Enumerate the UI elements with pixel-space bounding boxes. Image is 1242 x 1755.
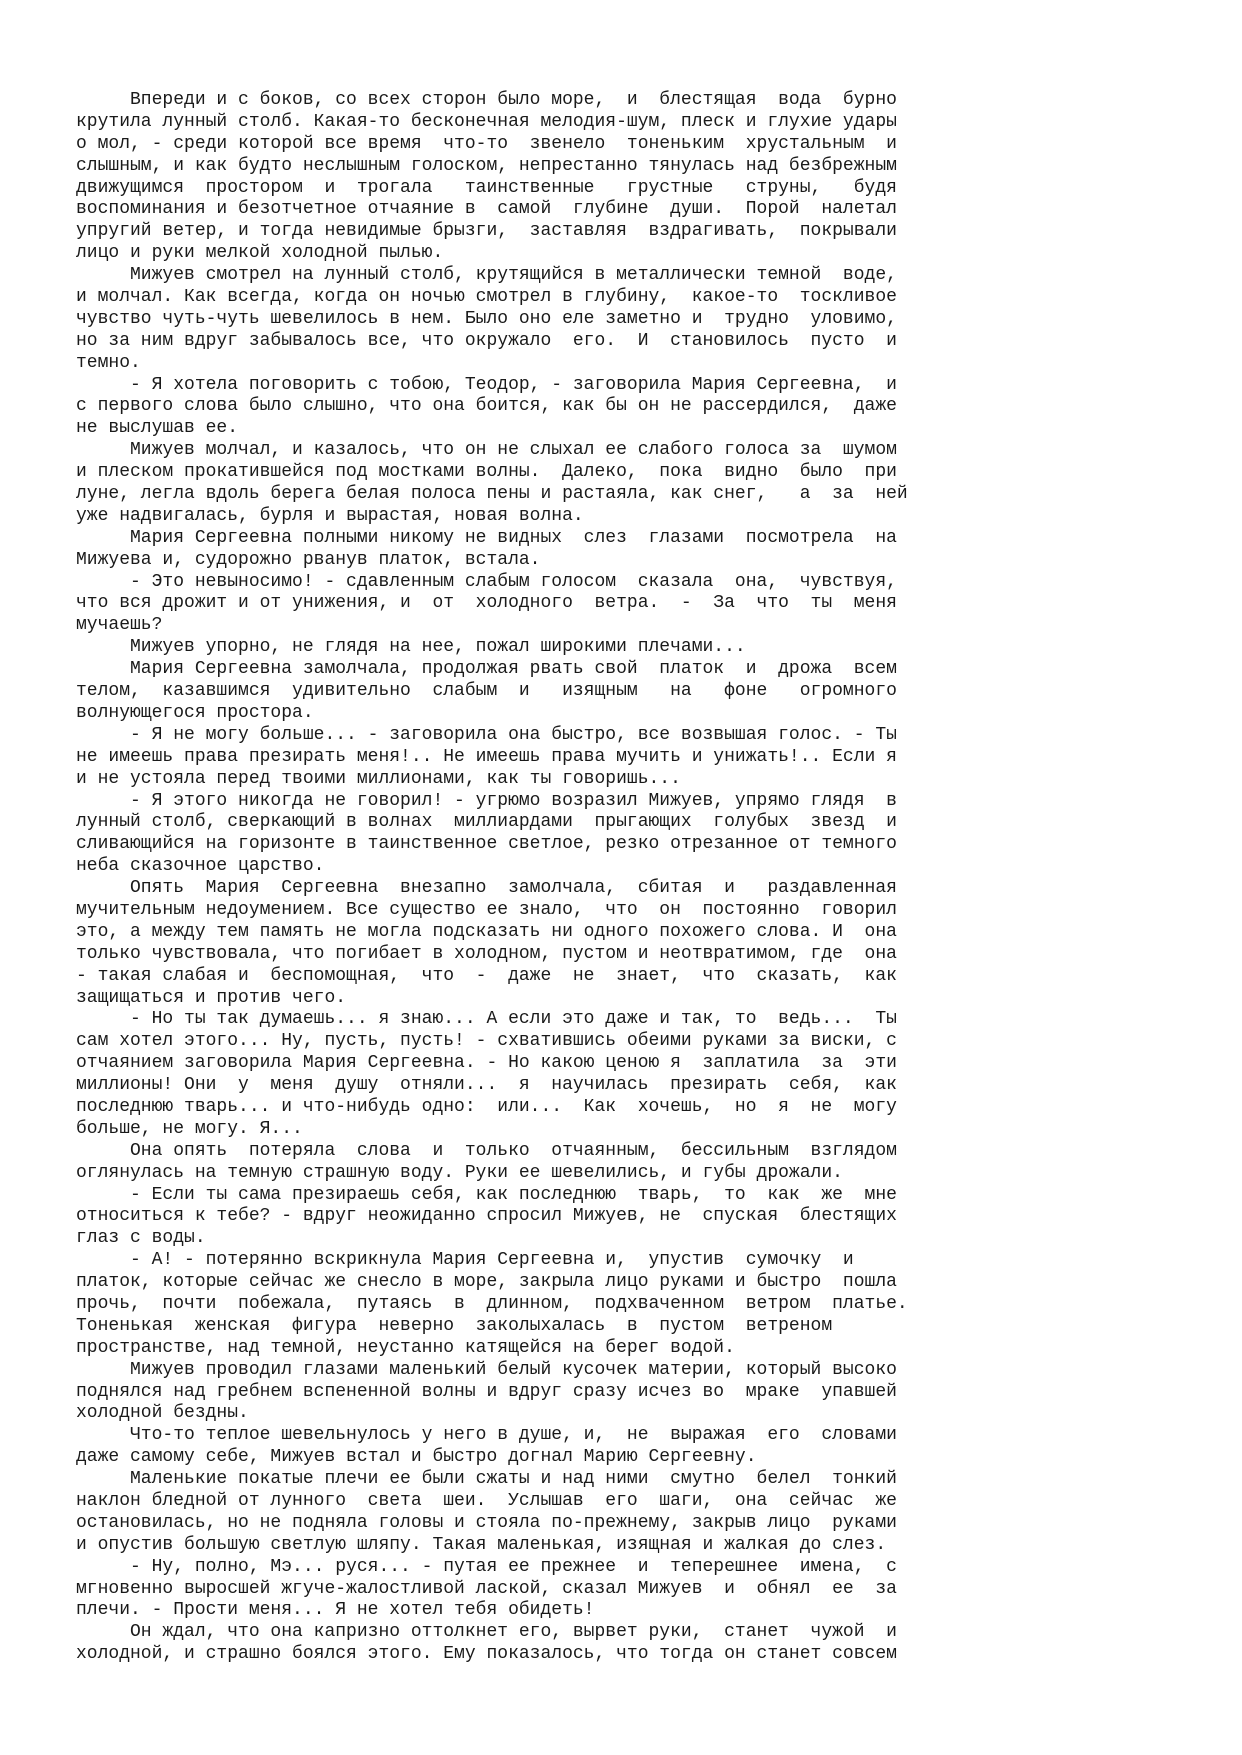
text-line: с первого слова было слышно, что она боится, как бы он не рассердился, даже [76, 396, 897, 417]
text-line: Мария Сергеевна полными никому не видных слез глазами посмотрела на [76, 527, 897, 548]
text-line: мгновенно выросшей жгуче-жалостливой лаской, сказал Мижуев и обнял ее за [76, 1578, 897, 1599]
text-line: Впереди и с боков, со всех сторон было море, и блестящая вода бурно [76, 90, 897, 110]
text-line: холодной, и страшно боялся этого. Ему показалось, что тогда он станет совсем [76, 1644, 897, 1665]
text-line: это, а между тем память не могла подсказать ни одного похожего слова. И она [76, 921, 897, 942]
text-line: оглянулась на темную страшную воду. Руки ее шевелились, и губы дрожали. [76, 1162, 843, 1183]
text-line: миллионы! Они у меня душу отняли... я научилась презирать себя, как [76, 1075, 897, 1096]
text-line: мучительным недоумением. Все существо ее знало, что он постоянно говорил [76, 899, 897, 920]
text-line: о мол, - среди которой все время что-то звенело тоненьким хрустальным и [76, 133, 897, 154]
text-line: волнующегося простора. [76, 702, 314, 723]
text-line: и плеском прокатившейся под мостками волны. Далеко, пока видно было при [76, 462, 897, 483]
text-line: крутила лунный столб. Какая-то бесконечная мелодия-шум, плеск и глухие удары [76, 111, 897, 132]
text-line: относиться к тебе? - вдруг неожиданно спросил Мижуев, не спуская блестящих [76, 1206, 897, 1227]
text-line: не имеешь права презирать меня!.. Не имеешь права мучить и унижать!.. Если я [76, 746, 897, 767]
text-line: только чувствовала, что погибает в холодном, пустом и неотвратимом, где она [76, 943, 897, 964]
text-line: последнюю тварь... и что-нибудь одно: или... Как хочешь, но я не могу [76, 1096, 897, 1117]
text-line: защищаться и против чего. [76, 987, 347, 1008]
text-line: Маленькие покатые плечи ее были сжаты и над ними смутно белел тонкий [76, 1469, 897, 1490]
text-line: и не устояла перед твоими миллионами, как ты говоришь... [76, 768, 681, 789]
text-line: Мария Сергеевна замолчала, продолжая рвать свой платок и дрожа всем [76, 659, 897, 680]
text-line: глаз с воды. [76, 1228, 206, 1249]
text-line: Он ждал, что она капризно оттолкнет его, вырвет руки, станет чужой и [76, 1622, 897, 1643]
text-line: Опять Мария Сергеевна внезапно замолчала, сбитая и раздавленная [76, 878, 897, 899]
text-line: - Я хотела поговорить с тобою, Теодор, - заговорила Мария Сергеевна, и [76, 374, 897, 395]
text-line: Что-то теплое шевельнулось у него в душе, и, не выражая его словами [76, 1425, 897, 1446]
text-line: Мижуев молчал, и казалось, что он не слыхал ее слабого голоса за шумом [76, 440, 897, 461]
text-line: чувство чуть-чуть шевелилось в нем. Было оно еле заметно и трудно уловимо, [76, 308, 897, 329]
text-line: луне, легла вдоль берега белая полоса пены и растаяла, как снег, а за ней [76, 484, 908, 505]
text-line: больше, не могу. Я... [76, 1118, 303, 1139]
text-line: и опустив большую светлую шляпу. Такая маленькая, изящная и жалкая до слез. [76, 1534, 887, 1555]
text-line: Мижуев проводил глазами маленький белый кусочек материи, который высоко [76, 1359, 897, 1380]
text-line: Мижуева и, судорожно рванув платок, встала. [76, 549, 541, 570]
text-line: лунный столб, сверкающий в волнах миллиардами прыгающих голубых звезд и [76, 812, 897, 833]
text-line: отчаянием заговорила Мария Сергеевна. - Но какою ценою я заплатила за эти [76, 1053, 897, 1074]
text-line: Тоненькая женская фигура неверно заколыхалась в пустом ветреном [76, 1315, 833, 1336]
text-line: упругий ветер, и тогда невидимые брызги, заставляя вздрагивать, покрывали [76, 221, 897, 242]
text-line: платок, которые сейчас же снесло в море, закрыла лицо руками и быстро пошла [76, 1272, 897, 1293]
document-page [76, 90, 1176, 1666]
text-line: прочь, почти побежала, путаясь в длинном, подхваченном ветром платье. [76, 1293, 908, 1314]
text-line: и молчал. Как всегда, когда он ночью смотрел в глубину, какое-то тоскливое [76, 287, 897, 308]
text-line: поднялся над гребнем вспененной волны и вдруг сразу исчез во мраке упавшей [76, 1381, 897, 1402]
text-line: слышным, и как будто неслышным голоском, непрестанно тянулась над безбрежным [76, 155, 897, 176]
text-line: не выслушав ее. [76, 418, 239, 439]
text-line: темно. [76, 352, 141, 373]
text-line: мучаешь? [76, 615, 163, 636]
text-line: телом, казавшимся удивительно слабым и изящным на фоне огромного [76, 681, 897, 702]
text-line: пространстве, над темной, неустанно катящейся на берег водой. [76, 1337, 735, 1358]
text-line: плечи. - Прости меня... Я не хотел тебя обидеть! [76, 1600, 595, 1621]
text-line: воспоминания и безотчетное отчаяние в самой глубине души. Порой налетал [76, 199, 897, 220]
text-line: - Если ты сама презираешь себя, как последнюю тварь, то как же мне [76, 1184, 897, 1205]
text-line: остановилась, но не подняла головы и стояла по-прежнему, закрыв лицо руками [76, 1512, 897, 1533]
text-line: сам хотел этого... Ну, пусть, пусть! - схватившись обеими руками за виски, с [76, 1031, 897, 1052]
text-line: что вся дрожит и от унижения, и от холодного ветра. - За что ты меня [76, 593, 897, 614]
text-line: лицо и руки мелкой холодной пылью. [76, 243, 444, 264]
text-line: неба сказочное царство. [76, 856, 325, 877]
text-line: но за ним вдруг забывалось все, что окружало его. И становилось пусто и [76, 330, 897, 351]
text-line: - А! - потерянно вскрикнула Мария Сергеевна и, упустив сумочку и [76, 1250, 854, 1271]
text-line: сливающийся на горизонте в таинственное светлое, резко отрезанное от темного [76, 834, 897, 855]
text-line: - Я этого никогда не говорил! - угрюмо возразил Мижуев, упрямо глядя в [76, 790, 897, 811]
text-line: холодной бездны. [76, 1403, 249, 1424]
text-line: движущимся простором и трогала таинственные грустные струны, будя [76, 177, 897, 198]
text-line: Она опять потеряла слова и только отчаянным, бессильным взглядом [76, 1140, 897, 1161]
text-line: - Но ты так думаешь... я знаю... А если это даже и так, то ведь... Ты [76, 1009, 897, 1030]
text-line: - Ну, полно, Мэ... руся... - путая ее прежнее и теперешнее имена, с [76, 1556, 897, 1577]
text-line: уже надвигалась, бурля и вырастая, новая волна. [76, 505, 584, 526]
text-line: даже самому себе, Мижуев встал и быстро догнал Марию Сергеевну. [76, 1447, 757, 1468]
text-line: Мижуев смотрел на лунный столб, крутящийся в металлически темной воде, [76, 265, 897, 286]
text-line: наклон бледной от лунного света шеи. Услышав его шаги, она сейчас же [76, 1491, 897, 1511]
text-line: Мижуев упорно, не глядя на нее, пожал широкими плечами... [76, 637, 746, 658]
text-line: - Это невыносимо! - сдавленным слабым голосом сказала она, чувствуя, [76, 571, 897, 592]
text-line: - Я не могу больше... - заговорила она быстро, все возвышая голос. - Ты [76, 724, 897, 745]
text-line: - такая слабая и беспомощная, что - даже не знает, что сказать, как [76, 965, 897, 986]
